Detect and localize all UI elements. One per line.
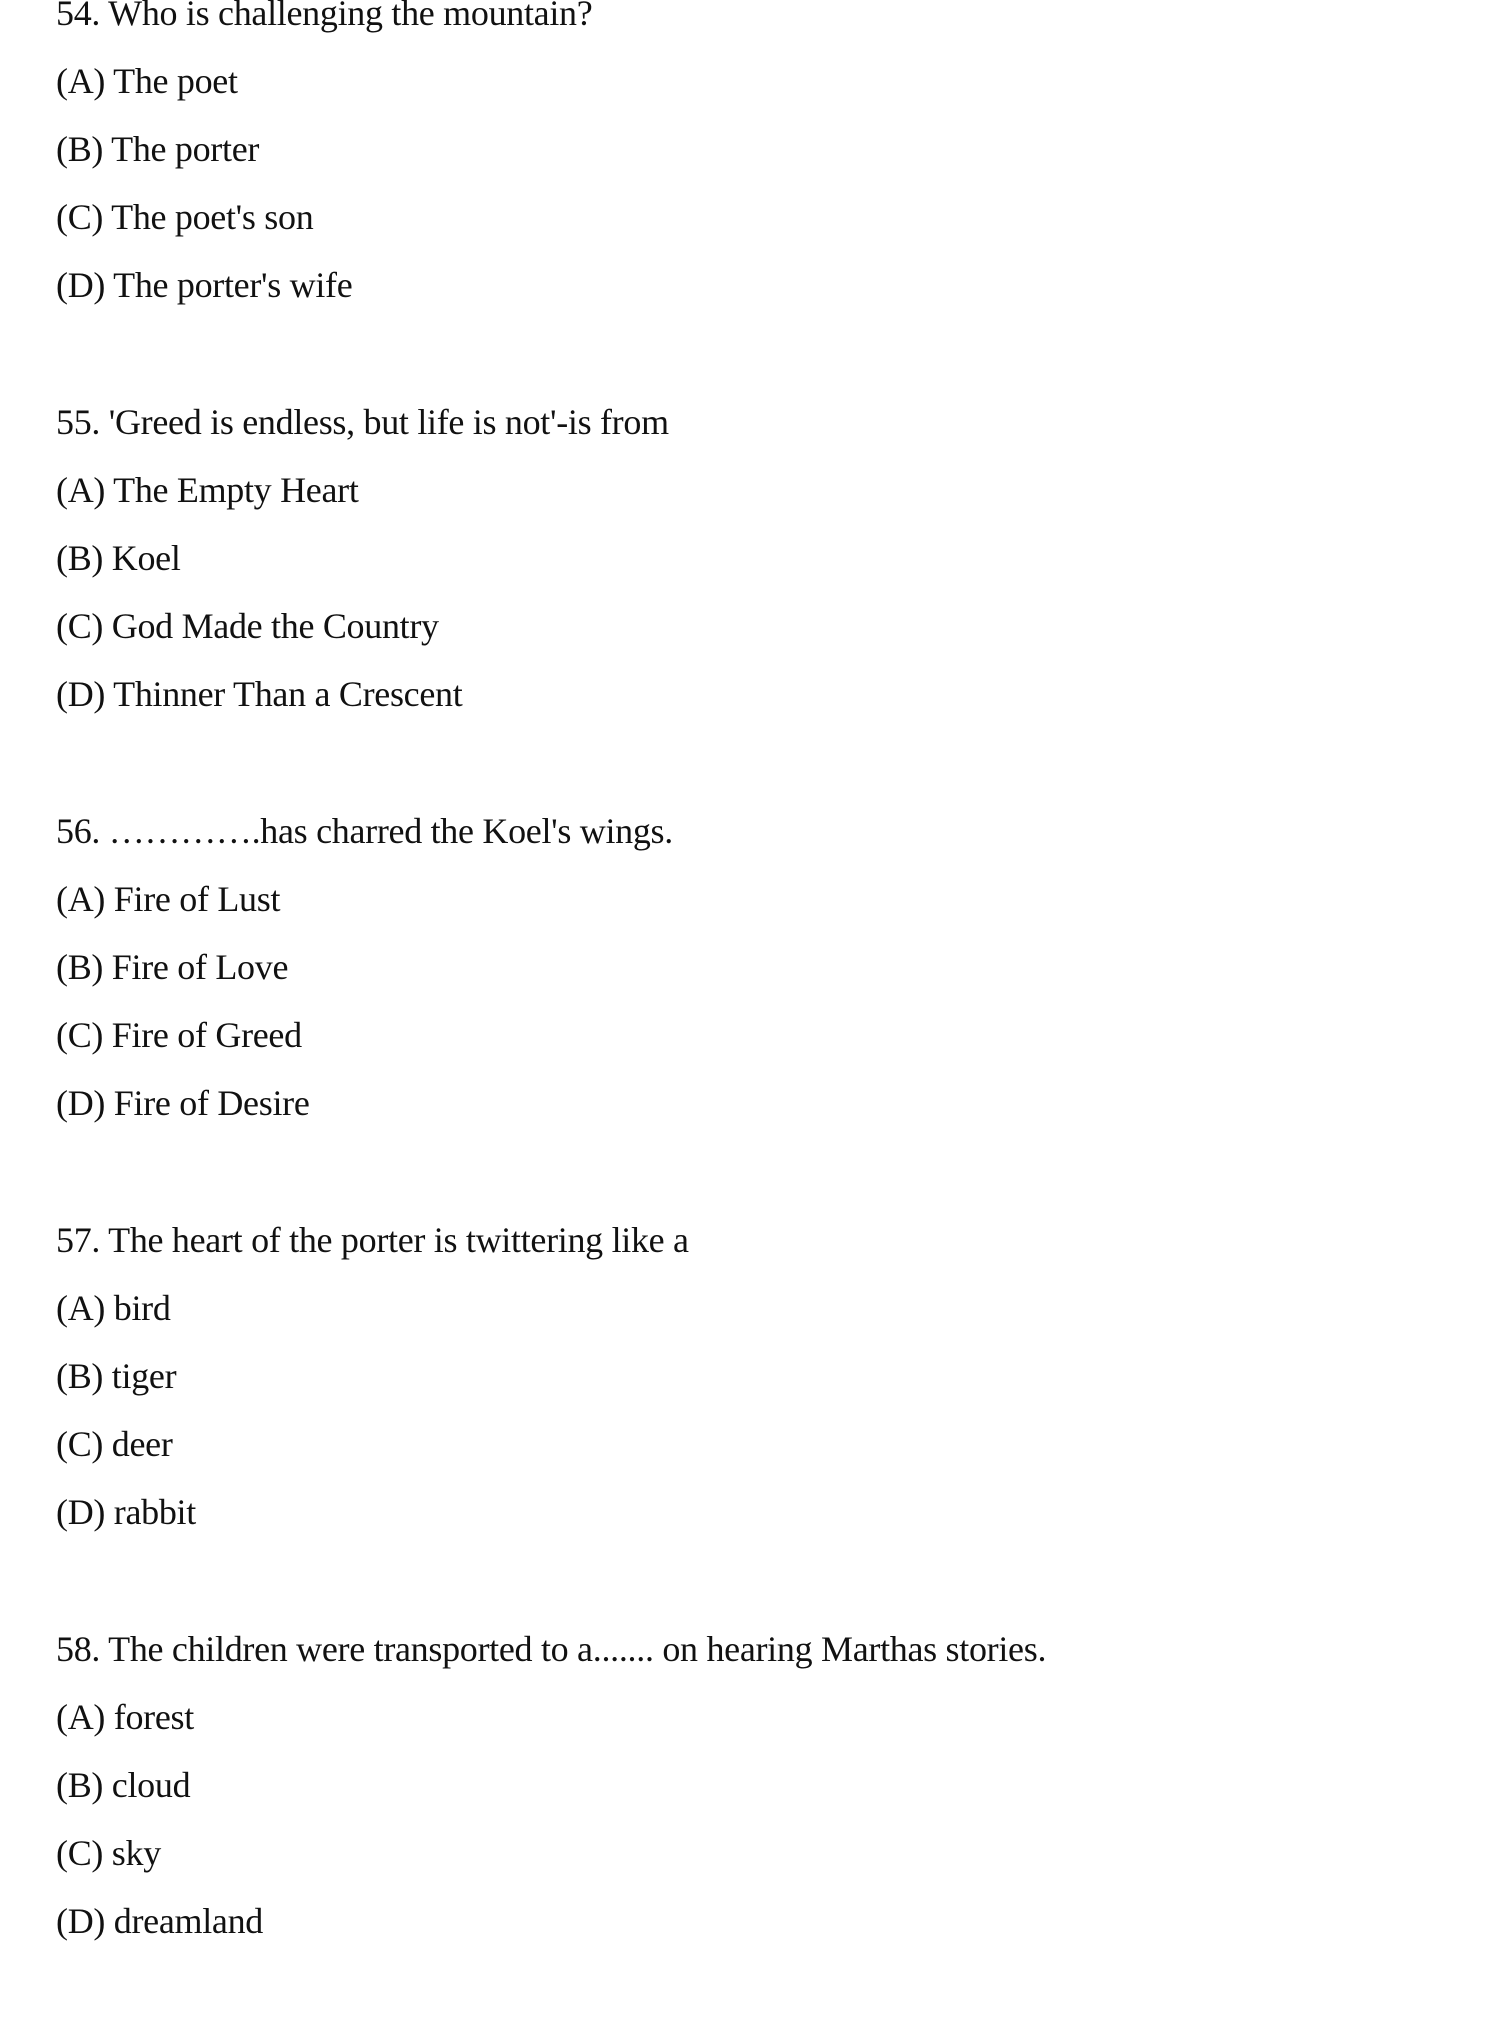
option-c: (C) Fire of Greed: [56, 1015, 302, 1056]
question-text: 54. Who is challenging the mountain?: [56, 0, 593, 33]
option-b: (B) The porter: [56, 129, 260, 170]
option-a: (A) The Empty Heart: [56, 470, 359, 511]
option-a: (A) Fire of Lust: [56, 879, 281, 920]
option-d: (D) The porter's wife: [56, 265, 353, 306]
option-a: (A) The poet: [56, 61, 238, 102]
question-text: 55. 'Greed is endless, but life is not'-is from: [56, 401, 669, 442]
option-c: (C) deer: [56, 1424, 173, 1465]
question-54: [56, 0, 1046, 319]
option-c: (C) sky: [56, 1833, 161, 1874]
option-b: (B) Koel: [56, 538, 181, 579]
question-58: [56, 1615, 1046, 1955]
question-text: 56. ………….has charred the Koel's wings.: [56, 810, 673, 851]
option-a: (A) bird: [56, 1288, 171, 1328]
option-b: (B) tiger: [56, 1356, 177, 1397]
option-b: (B) Fire of Love: [56, 947, 289, 988]
option-d: (D) Thinner Than a Crescent: [56, 674, 463, 715]
option-b: (B) cloud: [56, 1765, 191, 1806]
question-text: 57. The heart of the porter is twittering like a: [56, 1219, 689, 1260]
question-56: [56, 797, 1046, 1137]
question-57: [56, 1206, 1046, 1546]
option-d: (D) Fire of Desire: [56, 1083, 310, 1124]
option-d: (D) rabbit: [56, 1492, 196, 1533]
option-c: (C) The poet's son: [56, 197, 314, 238]
question-55: [56, 388, 1046, 728]
option-d: (D) dreamland: [56, 1901, 264, 1942]
option-a: (A) forest: [56, 1696, 194, 1737]
option-c: (C) God Made the Country: [56, 606, 439, 647]
question-list: [56, 0, 1046, 2024]
question-text: 58. The children were transported to a....... on hearing Marthas stories.: [56, 1628, 1047, 1669]
